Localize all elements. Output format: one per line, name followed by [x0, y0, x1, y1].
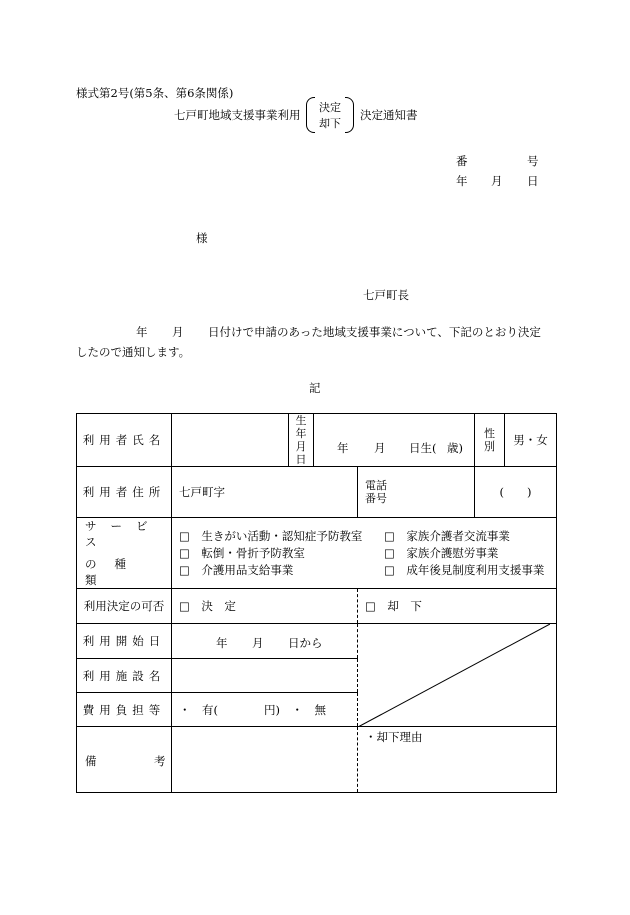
service-option-6[interactable]: □ 成年後見制度利用支援事業	[384, 563, 545, 577]
body-month: 月	[172, 325, 184, 339]
cost-label: 費用負担等	[77, 693, 172, 727]
number-label-b: 号	[527, 154, 539, 168]
sex-field[interactable]: 男・女	[505, 414, 557, 467]
cost-field[interactable]: ・ 有( 円) ・ 無	[172, 693, 358, 727]
start-date-label: 利用開始日	[77, 624, 172, 659]
decision-reject-checkbox[interactable]: □ 却 下	[358, 589, 557, 624]
birth-field[interactable]: 年 月 日生( 歳)	[314, 414, 475, 467]
title-choice-reject: 却下	[319, 117, 341, 130]
start-date-field[interactable]: 年 月 日から	[172, 624, 358, 659]
service-option-4[interactable]: □ 家族介護慰労事業	[384, 546, 499, 560]
decision-label: 利用決定の可否	[77, 589, 172, 624]
date-day: 日	[527, 174, 539, 188]
title-choice-bracket	[306, 97, 354, 131]
form-number: 様式第2号(第5条、第6条関係)	[76, 86, 234, 100]
address-label: 利用者住所	[77, 467, 172, 518]
reject-reason-field[interactable]: ・却下理由	[358, 727, 557, 793]
phone-label: 電話 番号	[358, 467, 475, 518]
facility-label: 利用施設名	[77, 659, 172, 693]
service-option-3[interactable]: □ 転倒・骨折予防教室	[179, 546, 305, 560]
decision-table	[76, 413, 557, 793]
service-option-5[interactable]: □ 介護用品支給事業	[179, 563, 294, 577]
date-month: 月	[491, 174, 503, 188]
reject-diagonal-area	[358, 624, 557, 727]
service-option-1[interactable]: □ 生きがい活動・認知症予防教室	[179, 529, 363, 543]
remarks-label: 備 考	[77, 727, 172, 793]
recipient-suffix: 様	[196, 231, 208, 245]
service-options	[172, 518, 557, 589]
sex-label: 性 別	[475, 414, 505, 467]
ki-heading: 記	[309, 381, 321, 395]
user-name-label: 利用者氏名	[77, 414, 172, 467]
date-year: 年	[456, 174, 468, 188]
body-year: 年	[136, 325, 148, 339]
address-field[interactable]: 七戸町字	[172, 467, 358, 518]
remarks-field[interactable]	[172, 727, 358, 793]
user-name-field[interactable]	[172, 414, 289, 467]
title-prefix: 七戸町地域支援事業利用	[174, 108, 301, 122]
service-option-2[interactable]: □ 家族介護者交流事業	[384, 529, 510, 543]
decision-approve-checkbox[interactable]: □ 決 定	[172, 589, 358, 624]
service-label: サービス の種類	[77, 518, 172, 589]
facility-field[interactable]	[172, 659, 358, 693]
body-line2: したので通知します。	[76, 345, 191, 359]
title-choice-approve: 決定	[319, 101, 341, 114]
body-line1: 日付けで申請のあった地域支援事業について、下記のとおり決定	[208, 325, 541, 339]
issuer: 七戸町長	[363, 288, 409, 302]
number-label-a: 番	[456, 154, 468, 168]
birth-label: 生 年 月 日	[289, 414, 314, 467]
diagonal-strike	[358, 624, 550, 727]
phone-field[interactable]: ( )	[475, 467, 557, 518]
title-suffix: 決定通知書	[360, 108, 418, 122]
